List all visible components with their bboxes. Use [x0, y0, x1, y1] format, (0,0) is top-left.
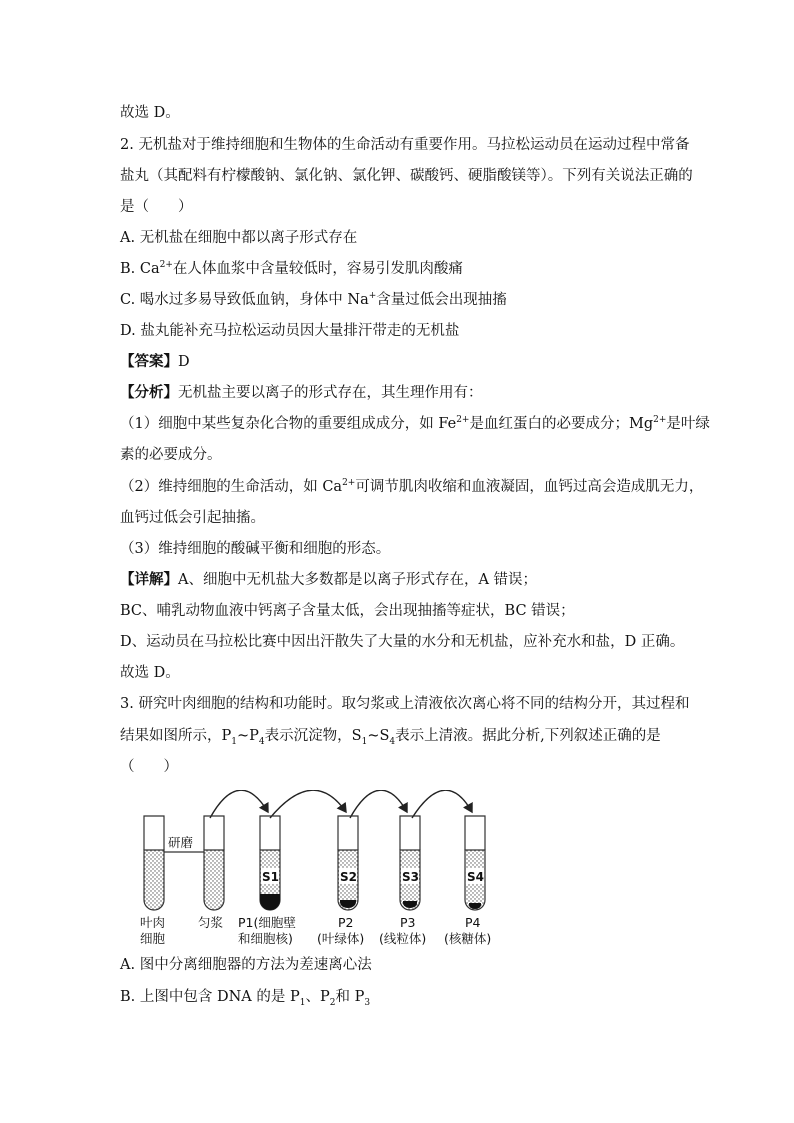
detail-line: 【详解】A、细胞中无机盐大多数都是以离子形式存在，A 错误；: [120, 571, 538, 588]
q3-option-a: A. 图中分离细胞器的方法为差速离心法: [120, 957, 372, 973]
analysis-point-1-cont: 素的必要成分。: [120, 447, 222, 463]
line-1: 故选 D。: [120, 105, 180, 121]
question-3-stem-end: （ ）: [120, 759, 178, 775]
analysis-point-3: （3）维持细胞的酸碱平衡和细胞的形态。: [120, 541, 391, 557]
arrow-3: [350, 790, 407, 818]
option-c: C. 喝水过多易导致低血钠，身体中 Na+含量过低会出现抽搐: [120, 291, 507, 308]
analysis-point-2: （2）维持细胞的生命活动，如 $Ca^{2+}$可调节肌肉收缩和血液凝固，血钙过高会造成肌无力，: [120, 478, 704, 495]
analysis-point-2-cont: 血钙过低会引起抽搐。: [120, 510, 265, 526]
caption-leaf-cells-2: 细胞: [140, 931, 166, 946]
caption-p4-2: (核糖体): [444, 931, 492, 946]
detail-line-d: D、运动员在马拉松比赛中因出汗散失了大量的水分和无机盐，应补充水和盐，D 正确。: [120, 634, 685, 650]
caption-leaf-cells-1: 叶肉: [140, 915, 166, 930]
centrifugation-svg: [110, 790, 530, 950]
q3-option-b: B. 上图中包含 DNA 的是 $P_1$、$P_2$和 $P_3$: [120, 989, 371, 1008]
question-2-stem-cont: 盐丸（其配料有柠檬酸钠、氯化钠、氯化钾、碳酸钙、硬脂酸镁等）。下列有关说法正确的: [120, 168, 693, 184]
tube-s1: [260, 816, 280, 910]
analysis-line: 【分析】无机盐主要以离子的形式存在，其生理作用有：: [120, 384, 483, 401]
arrow-2: [270, 790, 346, 818]
caption-p3-2: (线粒体): [379, 931, 427, 946]
arrow-4: [412, 790, 472, 818]
tube-label-s4: S4: [467, 870, 484, 884]
conclusion-line: 故选 D。: [120, 665, 180, 681]
caption-p1-2: 和细胞核): [238, 931, 293, 946]
caption-p2-1: P2: [338, 915, 354, 930]
arrow-1: [210, 790, 268, 818]
question-2-stem: 2. 无机盐对于维持细胞和生物体的生命活动有重要作用。马拉松运动员在运动过程中常备: [120, 137, 690, 153]
question-3-stem: 3. 研究叶肉细胞的结构和功能时。取匀浆或上清液依次离心将不同的结构分开，其过程和: [120, 696, 690, 712]
tube-homogenate: [204, 816, 224, 910]
tube-label-s2: S2: [340, 870, 357, 884]
caption-p3-1: P3: [400, 915, 416, 930]
option-b: B. $Ca^{2+}$在人体血浆中含量较低时，容易引发肌肉酸痛: [120, 260, 463, 277]
caption-homogenate: 匀浆: [198, 915, 224, 930]
caption-p1-1: P1(细胞壁: [238, 915, 296, 930]
tube-label-s1: S1: [262, 870, 279, 884]
grind-label: 研磨: [168, 835, 194, 850]
answer-line: 【答案】D: [120, 353, 190, 370]
tube-s3: [400, 816, 420, 910]
centrifugation-diagram: [110, 790, 530, 954]
analysis-point-1: （1）细胞中某些复杂化合物的重要组成成分，如 $Fe^{2+}$是血红蛋白的必要成分；$Mg^{2+}$是叶绿: [120, 415, 710, 432]
question-3-stem-cont: 结果如图所示，$P_1\sim P_4$表示沉淀物，$S_1\sim S_4$表示上清液。据此分析,下列叙述正确的是: [120, 728, 661, 747]
caption-p4-1: P4: [465, 915, 481, 930]
caption-p2-2: (叶绿体): [317, 931, 365, 946]
question-2-stem-end: 是（ ）: [120, 199, 193, 215]
tube-leaf-cells: [144, 816, 164, 910]
option-a: A. 无机盐在细胞中都以离子形式存在: [120, 230, 358, 246]
detail-line-bc: BC、哺乳动物血液中钙离子含量太低，会出现抽搐等症状，BC 错误；: [120, 603, 575, 619]
tube-label-s3: S3: [402, 870, 419, 884]
option-d: D. 盐丸能补充马拉松运动员因大量排汗带走的无机盐: [120, 323, 460, 339]
tube-s4: [465, 816, 485, 910]
tube-s2: [338, 816, 358, 910]
